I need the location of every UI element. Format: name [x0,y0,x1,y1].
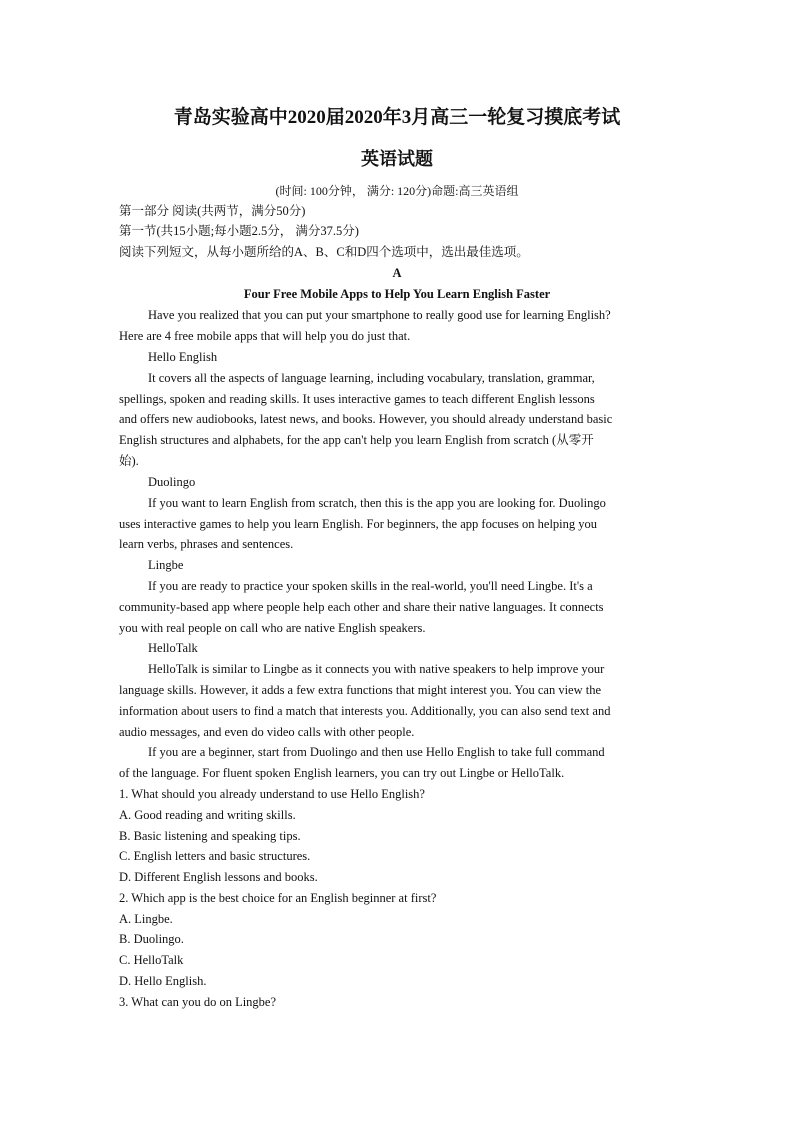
option-2c: C. HelloTalk [119,953,184,967]
option-1d: D. Different English lessons and books. [119,870,318,884]
passage-line: spellings, spoken and reading skills. It uses interactive games to teach different English lessons [119,392,595,406]
section-heading: 第一节(共15小题;每小题2.5分， 满分37.5分) [119,224,359,238]
app-name-duolingo: Duolingo [148,475,196,489]
passage-line: If you are ready to practice your spoken skills in the real-world, you'll need Lingbe. It's a [148,579,593,593]
option-2b: B. Duolingo. [119,932,184,946]
app-name-lingbe: Lingbe [148,558,184,572]
option-1b: B. Basic listening and speaking tips. [119,829,301,843]
passage-line: audio messages, and even do video calls with other people. [119,725,415,739]
passage-line: uses interactive games to help you learn English. For beginners, the app focuses on helping you [119,517,598,531]
app-name-hellotalk: HelloTalk [148,641,198,655]
passage-line: Here are 4 free mobile apps that will help you do just that. [119,329,411,343]
passage-line: If you are a beginner, start from Duolingo and then use Hello English to take full command [148,745,605,759]
option-1a: A. Good reading and writing skills. [119,808,296,822]
exam-title: 青岛实验高中2020届2020年3月高三一轮复习摸底考试 [173,107,621,128]
exam-subtitle: 英语试题 [361,149,433,169]
option-2a: A. Lingbe. [119,912,173,926]
passage-line: you with real people on call who are native English speakers. [119,621,426,635]
instruction-text: 阅读下列短文，从每小题所给的A、B、C和D四个选项中，选出最佳选项。 [119,245,529,259]
passage-line: of the language. For fluent spoken English learners, you can try out Lingbe or HelloTalk. [119,766,565,780]
passage-line: English structures and alphabets, for the app can't help you learn English from scratch (从零开 [119,433,594,447]
passage-heading: Four Free Mobile Apps to Help You Learn English Faster [243,287,551,301]
option-2d: D. Hello English. [119,974,207,988]
passage-label: A [392,266,402,280]
question-1: 1. What should you already understand to use Hello English? [119,787,425,801]
part-heading: 第一部分 阅读(共两节，满分50分) [119,204,306,218]
exam-info: (时间: 100分钟， 满分: 120分)命题:高三英语组 [275,184,519,198]
question-2: 2. Which app is the best choice for an English beginner at first? [119,891,437,905]
passage-line: HelloTalk is similar to Lingbe as it connects you with native speakers to help improve your [148,662,605,676]
passage-line: and offers new audiobooks, latest news, and books. However, you should already understand basic [119,412,613,426]
app-name-hello-english: Hello English [148,350,218,364]
passage-line: Have you realized that you can put your smartphone to really good use for learning English? [148,308,611,322]
passage-line: It covers all the aspects of language learning, including vocabulary, translation, grammar, [148,371,595,385]
passage-line: information about users to find a match that interests you. Additionally, you can also send text and [119,704,611,718]
passage-line: learn verbs, phrases and sentences. [119,537,294,551]
passage-line: 始). [119,454,139,468]
question-3: 3. What can you do on Lingbe? [119,995,277,1009]
option-1c: C. English letters and basic structures. [119,849,311,863]
passage-line: community-based app where people help each other and share their native languages. It connects [119,600,604,614]
passage-line: language skills. However, it adds a few extra functions that might interest you. You can view the [119,683,602,697]
passage-line: If you want to learn English from scratch, then this is the app you are looking for. Duolingo [148,496,606,510]
